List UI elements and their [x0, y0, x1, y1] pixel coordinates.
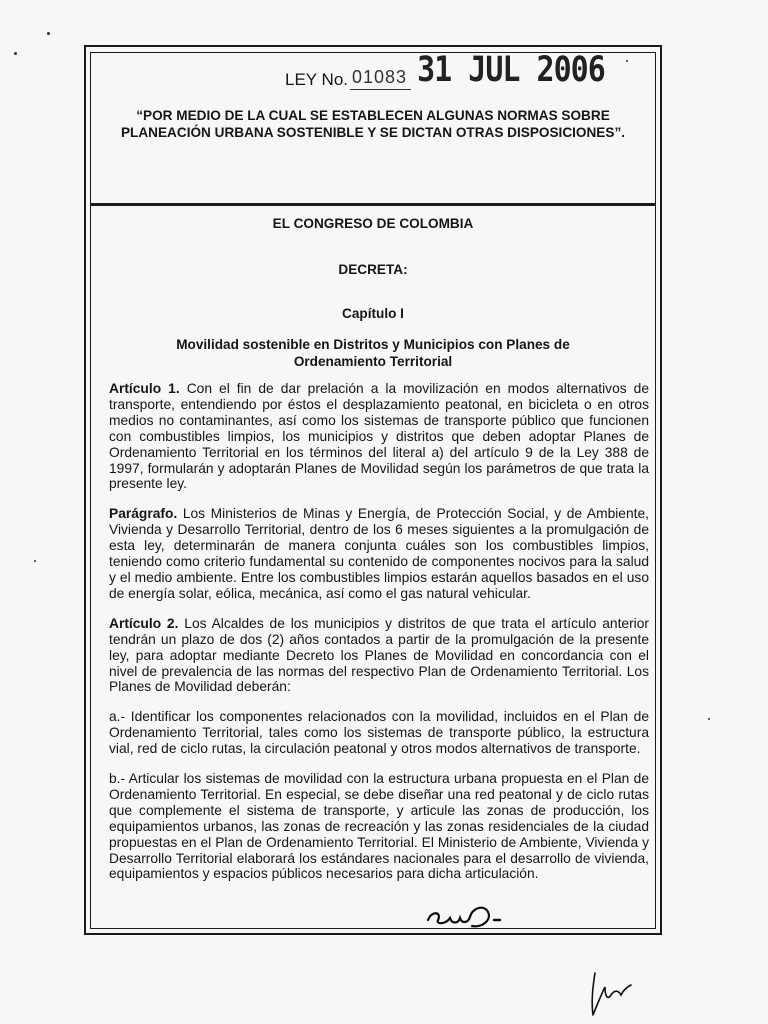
- scan-speck: [14, 52, 17, 55]
- item-text: a.- Identificar los componentes relacionados con la movilidad, incluidos en el Plan de Ordenamiento Territorial, tales como los sistemas de transporte público, la estructura vial, red de ciclo rutas, la circulación peatonal y otros modos alternativos de transporte.: [109, 709, 649, 757]
- article-heading: Artículo 1.: [109, 381, 180, 396]
- article-heading: Parágrafo.: [109, 506, 178, 522]
- decree-heading: DECRETA:: [338, 262, 408, 277]
- scan-speck: [626, 60, 628, 62]
- article-heading: Artículo 2.: [109, 615, 179, 631]
- chapter-heading: Capítulo I: [342, 306, 404, 321]
- signature-mark: [424, 898, 504, 932]
- initials-mark: [585, 965, 635, 1020]
- article-2: [109, 616, 649, 696]
- scan-speck: [708, 718, 710, 720]
- article-1: [109, 381, 649, 492]
- item-a: [109, 709, 649, 757]
- law-body: [109, 381, 649, 896]
- article-text: Los Ministerios de Minas y Energía, de Protección Social, y de Ambiente, Vivienda y Desarrollo Territorial, dentro de los 6 meses siguientes a la promulgación de esta ley, determinarán de manera conjunta cuáles son los combustibles limpios, teniendo como criterio fundamental su contenido de componentes nocivos para la salud y el medio ambiente. Entre los combustibles limpios estarán aquellos basados en el uso de energía solar, eólica, mecánica, así como el gas natural vehicular.: [109, 506, 649, 601]
- law-title: “POR MEDIO DE LA CUAL SE ESTABLECEN ALGUNAS NORMAS SOBRE PLANEACIÓN URBANA SOSTENIBLE Y SE DICTAN OTRAS DISPOSICIONES”.: [120, 108, 626, 140]
- issuer-heading: EL CONGRESO DE COLOMBIA: [272, 216, 474, 231]
- scan-speck: [34, 560, 36, 562]
- item-text: b.- Articular los sistemas de movilidad con la estructura urbana propuesta en el Plan de Ordenamiento Territorial. En especial, se debe diseñar una red peatonal y de ciclo rutas que complemente el sistema de transporte, y articule las zonas de producción, los equipamientos urbanos, las zonas de recreación y las zonas residenciales de la ciudad propuestas en el Plan de Ordenamiento Territorial. El Ministerio de Ambiente, Vivienda y Desarrollo Territorial elaborará los estándares nacionales para el desarrollo de vivienda, equipamientos y espacios públicos necesarios para dicha articulación.: [109, 771, 649, 882]
- paragraph-note: [109, 506, 649, 601]
- article-text: Con el fin de dar prelación a la movilización en modos alternativos de transporte, entendiendo por éstos el desplazamiento peatonal, en bicicleta o en otros medios no contaminantes, así como los sistemas de transporte público que funcionen con combustibles limpios, los municipios y distritos que deben adoptar Planes de Ordenamiento Territorial en los términos del literal a) del artículo 9 de la Ley 388 de 1997, formularán y adoptarán Planes de Movilidad según los parámetros de que trata la presente ley.: [109, 381, 650, 492]
- law-number-line: [285, 50, 605, 90]
- date-stamp: 31 JUL 2006: [417, 49, 605, 90]
- law-label: LEY No.: [285, 70, 349, 89]
- chapter-title: Movilidad sostenible en Distritos y Municipios con Planes de Ordenamiento Territorial: [176, 337, 570, 369]
- header-divider: [90, 203, 656, 206]
- law-number: 01083: [350, 67, 411, 90]
- scan-speck: [47, 32, 50, 35]
- item-b: [109, 771, 649, 882]
- article-text: Los Alcaldes de los municipios y distritos de que trata el artículo anterior tendrán un plazo de dos (2) años contados a partir de la promulgación de la presente ley, para adoptar mediante Decreto los Planes de Movilidad en concordancia con el nivel de prevalencia de las normas del respectivo Plan de Ordenamiento Territorial. Los Planes de Movilidad deberán:: [109, 615, 650, 695]
